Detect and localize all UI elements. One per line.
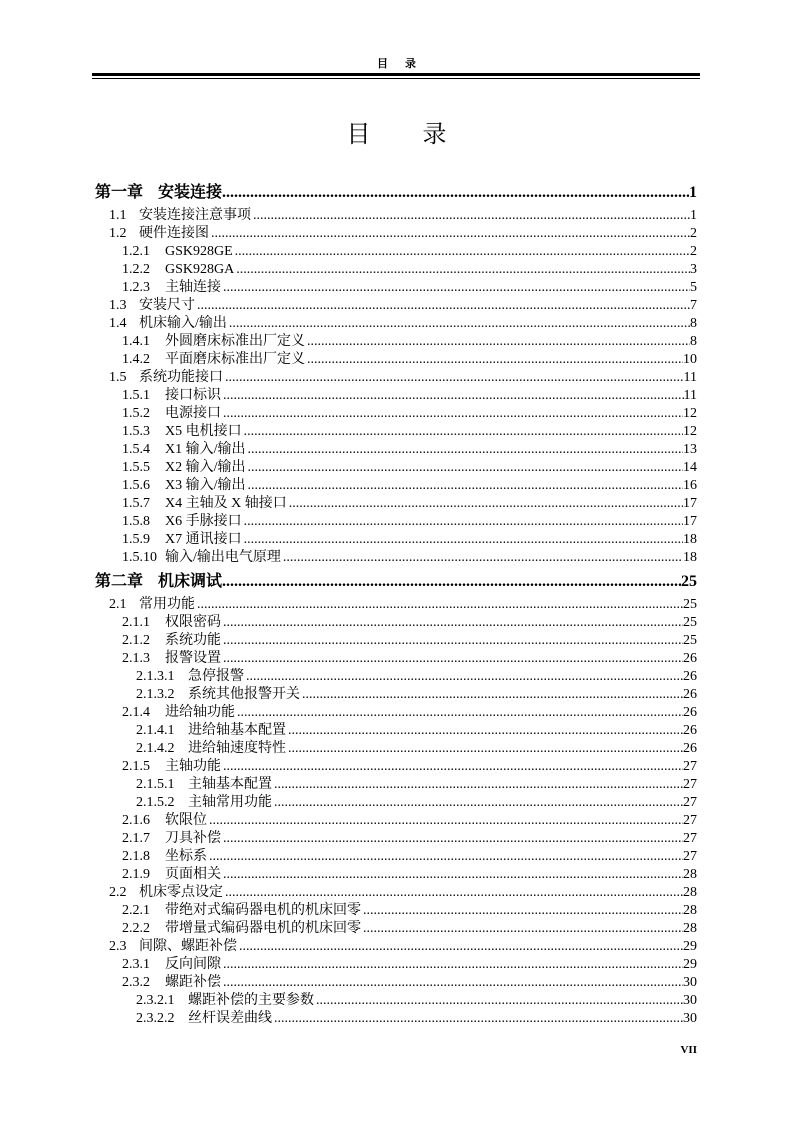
toc-entry[interactable] (95, 974, 697, 992)
toc-entry-page: 28 (683, 885, 697, 900)
toc-entry-page: 1 (690, 208, 697, 223)
toc-entry[interactable] (95, 848, 697, 866)
toc-entry-title: X2 输入/输出 (165, 460, 246, 475)
toc-entry-page: 18 (683, 550, 697, 565)
toc-entry-title: 进给轴功能 (165, 705, 235, 720)
toc-entry-number: 第一章 (95, 184, 144, 201)
footer-page-number: VII (680, 1044, 697, 1056)
dot-leader (221, 632, 683, 650)
toc-entry-title: 电源接口 (165, 406, 221, 421)
toc-entry-page: 26 (683, 741, 697, 756)
dot-leader (221, 758, 683, 776)
toc-entry-title: X3 输入/输出 (165, 478, 246, 493)
toc-list (95, 178, 697, 1028)
toc-entry-page: 28 (683, 903, 697, 918)
toc-entry[interactable] (95, 261, 697, 279)
toc-entry-number: 2.3 (109, 939, 127, 954)
toc-entry-title: 输入/输出电气原理 (165, 550, 281, 565)
toc-entry-number: 2.2.1 (122, 903, 150, 918)
toc-entry-number: 2.1.5.1 (136, 777, 175, 792)
dot-leader (222, 178, 689, 207)
toc-entry-number: 2.2 (109, 885, 127, 900)
toc-entry-number: 1.5.4 (122, 442, 150, 457)
toc-entry-number: 1.5.8 (122, 514, 150, 529)
running-header-title: 目 录 (377, 58, 419, 70)
toc-entry-title: 机床输入/输出 (139, 316, 227, 331)
toc-entry-title: 急停报警 (188, 669, 244, 684)
toc-entry-title: GSK928GE (165, 244, 233, 259)
toc-entry-title: 外圆磨床标准出厂定义 (165, 334, 305, 349)
toc-entry-number: 1.5.6 (122, 478, 150, 493)
toc-entry-number: 2.1.4 (122, 705, 150, 720)
dot-leader (287, 495, 683, 513)
toc-entry-number: 2.1.4.2 (136, 741, 175, 756)
toc-entry[interactable] (95, 477, 697, 495)
toc-entry[interactable] (95, 938, 697, 956)
toc-entry-number: 1.5.3 (122, 424, 150, 439)
toc-entry-page: 13 (683, 442, 697, 457)
toc-entry-title: 坐标系 (165, 849, 207, 864)
toc-entry[interactable] (95, 423, 697, 441)
toc-entry[interactable] (95, 369, 697, 387)
toc-entry-title: X7 通讯接口 (165, 532, 242, 547)
dot-leader (361, 920, 683, 938)
toc-entry-page: 26 (683, 705, 697, 720)
toc-entry-page: 17 (683, 496, 697, 511)
toc-entry-page: 11 (683, 370, 697, 385)
toc-entry[interactable] (95, 279, 697, 297)
toc-entry-page: 8 (690, 316, 697, 331)
toc-entry-page: 27 (683, 777, 697, 792)
toc-entry-page: 12 (683, 424, 697, 439)
toc-entry[interactable] (95, 614, 697, 632)
toc-entry-page: 10 (683, 352, 697, 367)
toc-entry[interactable] (95, 513, 697, 531)
toc-entry-title: 机床调试 (158, 573, 223, 590)
toc-entry-page: 30 (683, 993, 697, 1008)
toc-entry-page: 30 (683, 1011, 697, 1026)
toc-entry-chapter[interactable] (95, 178, 697, 207)
toc-entry-title: X4 主轴及 X 轴接口 (165, 496, 287, 511)
dot-leader (222, 567, 681, 596)
toc-entry-page: 16 (683, 478, 697, 493)
dot-leader (195, 297, 690, 315)
toc-entry[interactable] (95, 920, 697, 938)
toc-entry-number: 2.2.2 (122, 921, 150, 936)
toc-entry[interactable] (95, 1010, 697, 1028)
dot-leader (286, 722, 683, 740)
toc-entry-number: 1.5.1 (122, 388, 150, 403)
toc-entry-page: 14 (683, 460, 697, 475)
dot-leader (223, 884, 683, 902)
toc-entry-number: 1.5.10 (122, 550, 157, 565)
toc-entry-number: 1.5.2 (122, 406, 150, 421)
dot-leader (300, 686, 683, 704)
toc-entry[interactable] (95, 596, 697, 614)
toc-entry-page: 3 (690, 262, 697, 277)
toc-entry-number: 2.3.2.2 (136, 1011, 175, 1026)
toc-entry[interactable] (95, 686, 697, 704)
dot-leader (272, 794, 683, 812)
toc-entry-title: 主轴基本配置 (188, 777, 272, 792)
toc-entry-page: 29 (683, 939, 697, 954)
toc-entry-title: 硬件连接图 (139, 226, 209, 241)
toc-entry[interactable] (95, 884, 697, 902)
header-rule-thick (92, 73, 700, 76)
toc-entry-page: 27 (683, 795, 697, 810)
toc-entry-number: 2.1.7 (122, 831, 150, 846)
toc-entry-number: 2.1.2 (122, 633, 150, 648)
toc-entry-number: 2.1.9 (122, 867, 150, 882)
toc-entry-page: 27 (683, 831, 697, 846)
toc-entry-page: 28 (683, 867, 697, 882)
toc-entry-page: 25 (683, 633, 697, 648)
toc-entry-page: 17 (683, 514, 697, 529)
toc-entry-page: 7 (690, 298, 697, 313)
toc-entry-title: 机床零点设定 (139, 885, 223, 900)
toc-entry[interactable] (95, 866, 697, 884)
toc-entry[interactable] (95, 315, 697, 333)
dot-leader (207, 812, 683, 830)
toc-entry[interactable] (95, 758, 697, 776)
toc-entry-title: 螺距补偿的主要参数 (188, 993, 314, 1008)
toc-entry-number: 1.3 (109, 298, 127, 313)
toc-entry[interactable] (95, 794, 697, 812)
toc-entry-title: 平面磨床标准出厂定义 (165, 352, 305, 367)
toc-entry-page: 29 (683, 957, 697, 972)
toc-entry-title: 间隙、螺距补偿 (139, 939, 237, 954)
toc-entry-number: 2.1.3 (122, 651, 150, 666)
toc-entry-page: 26 (683, 723, 697, 738)
toc-entry-number: 1.5.9 (122, 532, 150, 547)
dot-leader (242, 423, 683, 441)
toc-entry-number: 2.1.4.1 (136, 723, 175, 738)
toc-entry-number: 1.2.2 (122, 262, 150, 277)
toc-entry-number: 1.1 (109, 208, 127, 223)
toc-entry-title: 丝杆误差曲线 (188, 1011, 272, 1026)
toc-entry-number: 2.1.3.1 (136, 669, 175, 684)
toc-entry-number: 2.3.2 (122, 975, 150, 990)
dot-leader (281, 549, 683, 567)
toc-entry[interactable] (95, 632, 697, 650)
toc-entry-page: 27 (683, 813, 697, 828)
toc-entry[interactable] (95, 830, 697, 848)
toc-entry-title: 权限密码 (165, 615, 221, 630)
toc-entry[interactable] (95, 650, 697, 668)
dot-leader (314, 992, 683, 1010)
toc-entry[interactable] (95, 351, 697, 369)
page-title: 目 录 (346, 122, 461, 148)
toc-entry-number: 1.5 (109, 370, 127, 385)
toc-entry-title: 安装连接注意事项 (139, 208, 251, 223)
toc-entry-page: 27 (683, 849, 697, 864)
toc-entry-page: 2 (690, 244, 697, 259)
dot-leader (233, 243, 690, 261)
toc-entry[interactable] (95, 495, 697, 513)
toc-entry-title: X6 手脉接口 (165, 514, 242, 529)
dot-leader (246, 459, 684, 477)
toc-entry-number: 2.1.3.2 (136, 687, 175, 702)
dot-leader (221, 405, 683, 423)
toc-entry[interactable] (95, 776, 697, 794)
dot-leader (242, 513, 683, 531)
dot-leader (235, 704, 683, 722)
dot-leader (227, 315, 690, 333)
dot-leader (221, 866, 683, 884)
toc-entry-number: 2.3.1 (122, 957, 150, 972)
toc-entry[interactable] (95, 812, 697, 830)
toc-entry-number: 2.1.6 (122, 813, 150, 828)
toc-entry-title: 系统功能接口 (139, 370, 223, 385)
toc-entry-title: 接口标识 (165, 388, 221, 403)
toc-entry[interactable] (95, 740, 697, 758)
toc-entry[interactable] (95, 992, 697, 1010)
dot-leader (244, 668, 683, 686)
toc-entry-number: 1.5.5 (122, 460, 150, 475)
toc-entry-title: 刀具补偿 (165, 831, 221, 846)
toc-entry-page: 28 (683, 921, 697, 936)
toc-entry-page: 5 (690, 280, 697, 295)
toc-entry-page: 2 (690, 226, 697, 241)
toc-entry-title: 主轴连接 (165, 280, 221, 295)
toc-entry-number: 2.1.5.2 (136, 795, 175, 810)
dot-leader (246, 441, 684, 459)
toc-entry[interactable] (95, 531, 697, 549)
toc-entry-title: 安装尺寸 (139, 298, 195, 313)
toc-entry-page: 26 (683, 687, 697, 702)
toc-entry-title: 进给轴基本配置 (188, 723, 286, 738)
toc-entry-page: 8 (690, 334, 697, 349)
toc-entry[interactable] (95, 387, 697, 405)
dot-leader (361, 902, 683, 920)
toc-entry-page: 25 (681, 573, 697, 590)
toc-entry[interactable] (95, 549, 697, 567)
toc-entry[interactable] (95, 704, 697, 722)
toc-entry[interactable] (95, 333, 697, 351)
dot-leader (272, 1010, 683, 1028)
toc-entry-number: 1.4 (109, 316, 127, 331)
toc-entry-title: 软限位 (165, 813, 207, 828)
toc-entry-title: 报警设置 (165, 651, 221, 666)
toc-entry-number: 1.4.2 (122, 352, 150, 367)
dot-leader (223, 369, 684, 387)
dot-leader (237, 938, 683, 956)
toc-entry-title: 系统功能 (165, 633, 221, 648)
toc-entry[interactable] (95, 207, 697, 225)
toc-entry[interactable] (95, 459, 697, 477)
dot-leader (221, 956, 683, 974)
dot-leader (251, 207, 690, 225)
toc-entry-title: 系统其他报警开关 (188, 687, 300, 702)
dot-leader (195, 596, 683, 614)
dot-leader (305, 333, 690, 351)
toc-entry-number: 1.2.3 (122, 280, 150, 295)
toc-entry-page: 25 (683, 597, 697, 612)
toc-entry[interactable] (95, 243, 697, 261)
toc-entry-number: 2.1 (109, 597, 127, 612)
toc-entry[interactable] (95, 405, 697, 423)
toc-entry-title: 安装连接 (158, 184, 223, 201)
dot-leader (221, 830, 683, 848)
toc-entry[interactable] (95, 441, 697, 459)
toc-entry-page: 26 (683, 651, 697, 666)
toc-entry-page: 26 (683, 669, 697, 684)
toc-entry-number: 2.3.2.1 (136, 993, 175, 1008)
dot-leader (246, 477, 684, 495)
toc-entry[interactable] (95, 668, 697, 686)
toc-entry-title: 常用功能 (139, 597, 195, 612)
toc-entry-title: 反向间隙 (165, 957, 221, 972)
toc-entry-page: 27 (683, 759, 697, 774)
toc-entry-title: GSK928GA (165, 262, 235, 277)
dot-leader (234, 261, 690, 279)
toc-entry-title: 螺距补偿 (165, 975, 221, 990)
toc-entry-number: 2.1.8 (122, 849, 150, 864)
toc-entry-number: 1.2.1 (122, 244, 150, 259)
toc-entry-title: X1 输入/输出 (165, 442, 246, 457)
toc-entry-title: 进给轴速度特性 (188, 741, 286, 756)
toc-entry-page: 18 (683, 532, 697, 547)
dot-leader (221, 387, 684, 405)
toc-entry-title: X5 电机接口 (165, 424, 242, 439)
dot-leader (286, 740, 683, 758)
toc-entry-number: 2.1.5 (122, 759, 150, 774)
dot-leader (272, 776, 683, 794)
dot-leader (242, 531, 683, 549)
toc-entry-page: 25 (683, 615, 697, 630)
dot-leader (221, 650, 683, 668)
toc-entry-page: 12 (683, 406, 697, 421)
toc-entry-number: 1.5.7 (122, 496, 150, 511)
toc-entry[interactable] (95, 225, 697, 243)
toc-entry[interactable] (95, 722, 697, 740)
toc-entry[interactable] (95, 902, 697, 920)
toc-entry-title: 主轴常用功能 (188, 795, 272, 810)
toc-entry-number: 2.1.1 (122, 615, 150, 630)
toc-entry-number: 第二章 (95, 573, 144, 590)
toc-entry-number: 1.2 (109, 226, 127, 241)
toc-entry-page: 1 (689, 184, 697, 201)
toc-entry[interactable] (95, 956, 697, 974)
dot-leader (305, 351, 683, 369)
toc-entry-number: 1.4.1 (122, 334, 150, 349)
dot-leader (221, 974, 683, 992)
header-rule-thin (92, 78, 700, 79)
dot-leader (221, 279, 690, 297)
toc-entry-page: 11 (683, 388, 697, 403)
dot-leader (207, 848, 683, 866)
toc-entry-chapter[interactable] (95, 567, 697, 596)
toc-entry-page: 30 (683, 975, 697, 990)
toc-entry-title: 主轴功能 (165, 759, 221, 774)
dot-leader (221, 614, 683, 632)
toc-entry-title: 页面相关 (165, 867, 221, 882)
dot-leader (209, 225, 690, 243)
toc-entry-title: 带绝对式编码器电机的机床回零 (165, 903, 361, 918)
toc-entry[interactable] (95, 297, 697, 315)
toc-entry-title: 带增量式编码器电机的机床回零 (165, 921, 361, 936)
